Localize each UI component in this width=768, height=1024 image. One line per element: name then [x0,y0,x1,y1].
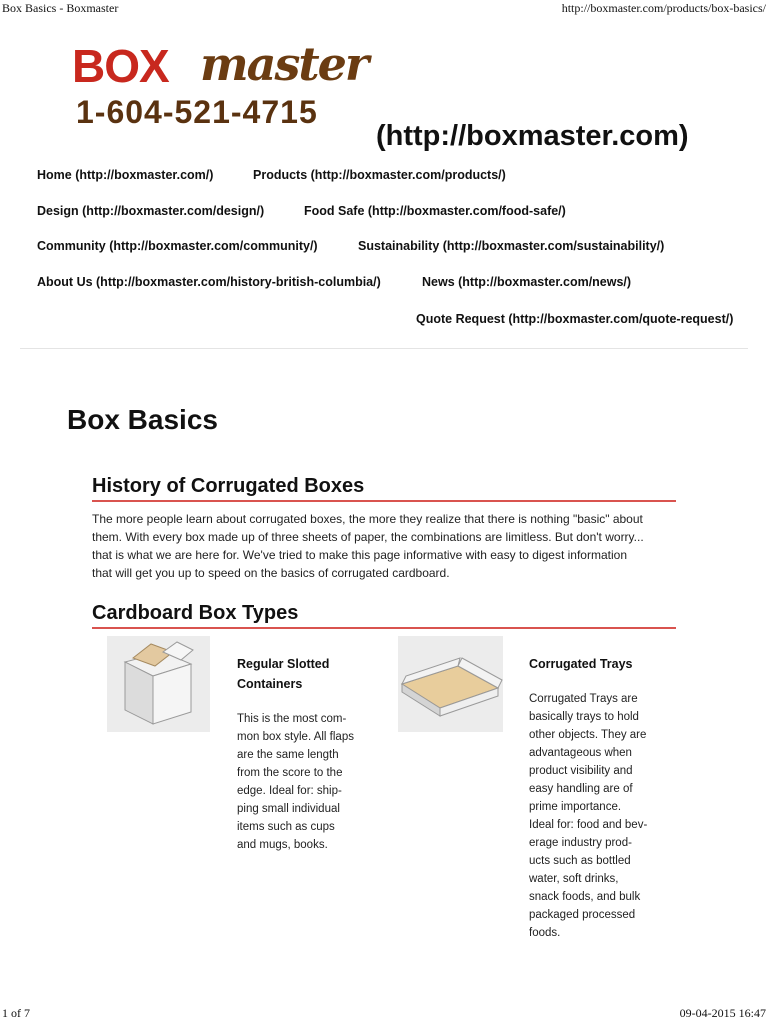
card-text-line: basically trays to hold [529,711,639,723]
card-text-corrugated-trays [529,690,647,942]
card-text-line: advantageous when [529,747,632,759]
card-text-line: ping small individual [237,803,340,815]
card-text-line: are the same length [237,749,339,761]
print-page-number: 1 of 7 [2,1006,30,1020]
boxmaster-logo[interactable] [72,37,368,142]
nav-about-us[interactable]: About Us (http://boxmaster.com/history-british-columbia/) [37,275,381,289]
card-text-line: erage industry prod- [529,837,632,849]
card-text-line: prime importance. [529,801,622,813]
print-footer [0,1004,768,1024]
card-title-regular-slotted [237,654,329,694]
card-text-line: from the score to the [237,767,343,779]
card-text-line: water, soft drinks, [529,873,619,885]
history-paragraph [92,510,678,582]
box-types-heading-rule [92,627,676,629]
card-text-line: ucts such as bottled [529,855,631,867]
card-title-line: Containers [237,677,303,691]
nav-quote-request[interactable]: Quote Request (http://boxmaster.com/quote-request/) [416,312,734,326]
card-text-line: mon box style. All flaps [237,731,354,743]
logo-box-text: BOX [72,40,169,92]
print-datetime: 09-04-2015 16:47 [679,1006,766,1020]
print-page-title: Box Basics - Boxmaster [2,1,119,15]
card-title-line: Regular Slotted [237,657,330,671]
header-divider [20,348,748,349]
nav-design[interactable]: Design (http://boxmaster.com/design/) [37,204,265,218]
history-line: that is what we are here for. We've tried to make this page informative with easy to digest information [92,548,627,562]
card-text-line: other objects. They are [529,729,647,741]
logo-url-link[interactable]: (http://boxmaster.com) [376,120,689,152]
card-text-line: This is the most com- [237,713,347,725]
print-page-url: http://boxmaster.com/products/box-basics/ [561,1,766,15]
slotted-box-icon [107,636,210,732]
logo-master-text: master [200,37,368,91]
nav-food-safe[interactable]: Food Safe (http://boxmaster.com/food-safe/) [304,204,566,218]
nav-products[interactable]: Products (http://boxmaster.com/products/) [253,168,506,182]
card-text-line: easy handling are of [529,783,633,795]
card-text-line: edge. Ideal for: ship- [237,785,342,797]
card-text-line: Corrugated Trays are [529,693,638,705]
nav-home[interactable]: Home (http://boxmaster.com/) [37,168,214,182]
print-header [0,0,768,18]
card-text-line: packaged processed [529,909,636,921]
card-text-line: product visibility and [529,765,633,777]
nav-sustainability[interactable]: Sustainability (http://boxmaster.com/sustainability/) [358,239,665,253]
card-text-line: and mugs, books. [237,839,328,851]
history-heading-rule [92,500,676,502]
history-heading: History of Corrugated Boxes [92,475,365,497]
card-title-corrugated-trays [529,654,633,674]
logo-phone-number: 1-604-521-4715 [76,94,318,130]
tray-icon [398,636,503,732]
box-types-heading: Cardboard Box Types [92,602,299,624]
corrugated-tray-image [398,636,503,732]
page-title: Box Basics [67,404,218,435]
card-text-line: foods. [529,927,561,939]
history-line: them. With every box made up of three sheets of paper, the combinations are limitless. But don't worry... [92,530,644,544]
regular-slotted-container-image [107,636,210,732]
nav-community[interactable]: Community (http://boxmaster.com/community/) [37,239,318,253]
card-text-regular-slotted [237,710,354,854]
nav-news[interactable]: News (http://boxmaster.com/news/) [422,275,632,289]
history-line: The more people learn about corrugated boxes, the more they realize that there is nothing "basic" about [92,512,643,526]
card-text-line: Ideal for: food and bev- [529,819,648,831]
card-title-line: Corrugated Trays [529,657,633,671]
card-text-line: items such as cups [237,821,335,833]
history-line: that will get you up to speed on the basics of corrugated cardboard. [92,566,450,580]
card-text-line: snack foods, and bulk [529,891,641,903]
